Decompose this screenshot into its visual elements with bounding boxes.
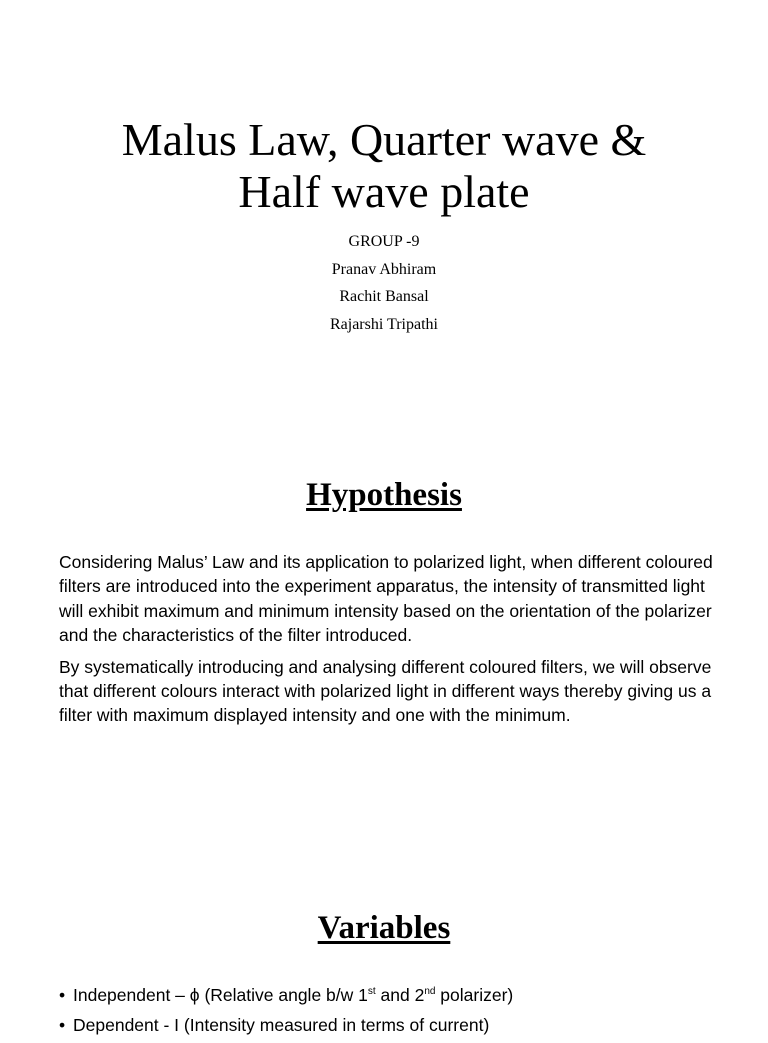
title-slide bbox=[0, 0, 768, 430]
hypothesis-paragraph-1: Considering Malus’ Law and its application to polarized light, when different coloured filters are introduced into the experiment apparatus, the intensity of transmitted light will exhibit maximum and minimum intensity based on the orientation of the polarizer and the characteristics of the filter introduced. bbox=[59, 552, 713, 646]
group-info bbox=[0, 228, 768, 338]
hypothesis-heading: Hypothesis bbox=[306, 477, 462, 513]
title-line-1: Malus Law, Quarter wave & bbox=[121, 114, 647, 165]
independent-variable-text-end: polarizer) bbox=[435, 985, 514, 1005]
variables-heading: Variables bbox=[317, 910, 451, 946]
hypothesis-body bbox=[59, 550, 728, 735]
independent-variable-text: Independent – ϕ (Relative angle b/w 1 bbox=[73, 985, 368, 1005]
superscript-st: st bbox=[367, 986, 376, 998]
list-item bbox=[59, 983, 748, 1007]
title-line-2: Half wave plate bbox=[238, 166, 530, 217]
variables-list bbox=[59, 983, 748, 1043]
list-item bbox=[59, 1013, 748, 1037]
presentation-title bbox=[40, 114, 728, 218]
variables-slide bbox=[0, 866, 768, 1035]
dependent-variable-text: Dependent - I (Intensity measured in terms of current) bbox=[73, 1015, 490, 1035]
independent-variable-text-mid: and 2 bbox=[375, 985, 425, 1005]
superscript-nd: nd bbox=[424, 986, 436, 998]
member-name: Pranav Abhiram bbox=[331, 260, 437, 278]
member-name: Rachit Bansal bbox=[339, 288, 429, 305]
hypothesis-slide bbox=[0, 432, 768, 864]
group-number: GROUP -9 bbox=[348, 233, 420, 250]
hypothesis-paragraph-2: By systematically introducing and analysing different coloured filters, we will observe that different colours interact with polarized light in different ways thereby giving us a filter with maximum displayed intensity and one with the minimum. bbox=[59, 656, 712, 726]
member-name: Rajarshi Tripathi bbox=[329, 315, 438, 333]
